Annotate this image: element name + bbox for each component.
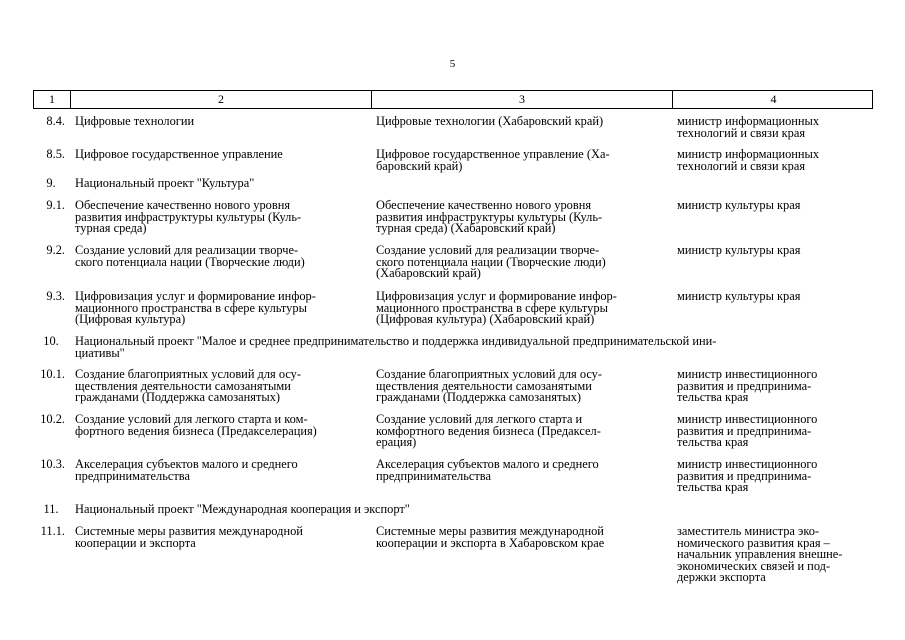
header-col-2: 2 <box>70 91 371 108</box>
row-responsible: министр инвестиционного развития и предпринима- тельства края <box>677 457 818 495</box>
row-responsible: министр инвестиционного развития и предпринима- тельства края <box>677 367 818 405</box>
table-row <box>33 149 873 178</box>
row-responsible: министр культуры края <box>677 289 801 303</box>
row-number: 10.3. <box>40 457 65 471</box>
row-number: 9.1. <box>46 198 65 212</box>
row-project-name: Создание благоприятных условий для осу- ществления деятельности самозанятыми гражданами (Поддержка самозанятых) <box>75 367 301 405</box>
row-project-name: Цифровые технологии <box>75 114 195 128</box>
row-regional-project: Создание благоприятных условий для осу- ществления деятельности самозанятыми гражданами (Поддержка самозанятых) <box>376 367 602 405</box>
section-title: Национальный проект "Культура" <box>75 176 255 190</box>
row-number: 9.3. <box>46 289 65 303</box>
row-project-name: Создание условий для реализации творче- ского потенциала нации (Творческие люди) <box>75 243 305 269</box>
table-row <box>33 291 873 336</box>
section-row <box>33 336 873 369</box>
row-responsible: министр информационных технологий и связи края <box>677 147 820 173</box>
row-responsible: министр информационных технологий и связи края <box>677 114 820 140</box>
document-table <box>33 90 873 596</box>
section-row <box>33 504 873 526</box>
page-number: 5 <box>449 58 456 70</box>
row-responsible: министр культуры края <box>677 198 801 212</box>
header-col-1: 1 <box>49 92 55 106</box>
row-number: 10. <box>43 334 59 348</box>
row-number: 9. <box>46 176 56 190</box>
row-regional-project: Акселерация субъектов малого и среднего предпринимательства <box>376 457 599 483</box>
section-title: Национальный проект "Международная кооперация и экспорт" <box>75 502 410 516</box>
header-col-4: 4 <box>672 91 874 108</box>
row-project-name: Цифровизация услуг и формирование инфор- мационного пространства в сфере культуры (Цифровая культура) <box>75 289 316 327</box>
section-row <box>33 178 873 200</box>
header-col-3: 3 <box>371 91 672 108</box>
row-regional-project: Создание условий для реализации творче- ского потенциала нации (Творческие люди) (Хабаровский край) <box>376 243 606 281</box>
row-regional-project: Обеспечение качественно нового уровня развития инфраструктуры культуры (Куль- турная среда) (Хабаровский край) <box>376 198 603 236</box>
table-row <box>33 526 873 596</box>
row-project-name: Системные меры развития международной кооперации и экспорта <box>75 524 303 550</box>
row-project-name: Цифровое государственное управление <box>75 147 283 161</box>
section-title: Национальный проект "Малое и среднее предпринимательство и поддержка индивидуальной предпринимательской ини- циативы" <box>75 334 717 360</box>
table-row <box>33 459 873 504</box>
table-row <box>33 116 873 149</box>
row-number: 9.2. <box>46 243 65 257</box>
row-number: 10.2. <box>40 412 65 426</box>
row-responsible: министр инвестиционного развития и предпринима- тельства края <box>677 412 818 450</box>
table-row <box>33 414 873 459</box>
row-regional-project: Цифровое государственное управление (Ха- баровский край) <box>376 147 610 173</box>
row-number: 11.1. <box>40 524 65 538</box>
row-project-name: Создание условий для легкого старта и ком- фортного ведения бизнеса (Предакселерация) <box>75 412 317 438</box>
row-number: 11. <box>43 502 59 516</box>
row-project-name: Акселерация субъектов малого и среднего предпринимательства <box>75 457 298 483</box>
table-row <box>33 200 873 245</box>
row-number: 10.1. <box>40 367 65 381</box>
table-row <box>33 245 873 291</box>
table-header-row <box>33 90 873 109</box>
table-body <box>33 116 873 596</box>
row-regional-project: Создание условий для легкого старта и комфортного ведения бизнеса (Предаксел- ерация) <box>376 412 601 450</box>
row-project-name: Обеспечение качественно нового уровня развития инфраструктуры культуры (Куль- турная среда) <box>75 198 302 236</box>
row-regional-project: Системные меры развития международной кооперации и экспорта в Хабаровском крае <box>376 524 605 550</box>
row-responsible: заместитель министра эко- номического развития края – начальник управления внешне- экономических связей и под- держки экспорта <box>677 524 843 585</box>
row-responsible: министр культуры края <box>677 243 801 257</box>
row-number: 8.5. <box>46 147 65 161</box>
row-number: 8.4. <box>46 114 65 128</box>
row-regional-project: Цифровые технологии (Хабаровский край) <box>376 114 604 128</box>
row-regional-project: Цифровизация услуг и формирование инфор- мационного пространства в сфере культуры (Цифровая культура) (Хабаровский край) <box>376 289 617 327</box>
table-row <box>33 369 873 414</box>
